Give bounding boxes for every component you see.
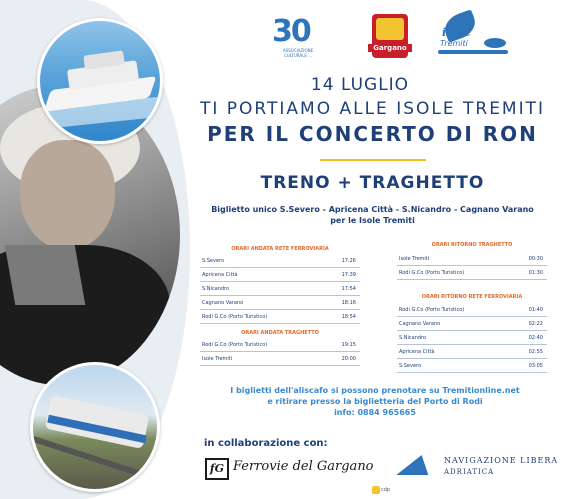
- table-row: [200, 352, 360, 366]
- station-name: Cagnano Varano: [399, 321, 441, 327]
- navigazione-libera-adriatica-logo: [400, 453, 570, 483]
- booking-info-line1: I biglietti dell'aliscafo si possono prenotare su Tremitionline.net: [230, 386, 520, 395]
- table-row: [397, 359, 547, 373]
- table-row: [200, 310, 360, 324]
- departure-time: 17:54: [341, 286, 356, 292]
- ticket-description-line2: per le Isole Tremiti: [330, 216, 415, 225]
- nla-logo-line2: ADRIATICA: [444, 468, 495, 476]
- outbound-ferry-title: ORARI ANDATA TRAGHETTO: [241, 330, 319, 336]
- gargano-logo-text: Gargano: [368, 44, 412, 52]
- isole-tremiti-logo: [430, 12, 510, 62]
- station-name: Isole Tremiti: [399, 256, 430, 262]
- table-row: [397, 317, 547, 331]
- table-row: [200, 338, 360, 352]
- tremiti-logo-line2: Tremiti: [440, 39, 468, 48]
- return-rail-title: ORARI RITORNO RETE FERROVIARIA: [421, 294, 523, 300]
- headline-line2: PER IL CONCERTO DI RON: [207, 122, 538, 146]
- ticket-description-line1: Biglietto unico S.Severo - Apricena Città - S.Nicandro - Cagnano Varano: [211, 205, 534, 214]
- departure-time: 03:05: [528, 363, 543, 369]
- departure-time: 01:30: [528, 270, 543, 276]
- singer-face: [20, 140, 115, 250]
- sail-icon: [396, 455, 435, 475]
- ticket-description: [180, 204, 565, 226]
- gargano-logo: [372, 14, 408, 58]
- station-name: Isole Tremiti: [202, 356, 233, 362]
- collaboration-label: in collaborazione con:: [204, 438, 328, 449]
- wave-icon: [438, 50, 508, 54]
- departure-time: 18:16: [341, 300, 356, 306]
- gargano-crest: [376, 18, 404, 40]
- departure-time: 19:15: [341, 342, 356, 348]
- departure-time: 02:55: [528, 349, 543, 355]
- station-name: Rodi G.Co (Porto Turistico): [202, 314, 268, 320]
- return-ferry-title: ORARI RITORNO TRAGHETTO: [431, 242, 513, 248]
- outbound-rail-title: ORARI ANDATA RETE FERROVIARIA: [231, 246, 329, 252]
- departure-time: 20:00: [341, 356, 356, 362]
- table-row: [397, 252, 547, 266]
- station-name: Apricena Città: [202, 272, 238, 278]
- departure-time: 17:39: [341, 272, 356, 278]
- table-row: [397, 331, 547, 345]
- station-name: S.Nicandro: [399, 335, 427, 341]
- departure-time: 17:26: [341, 258, 356, 264]
- outbound-rail-table: [200, 254, 360, 324]
- ferrovie-del-gargano-logo: [205, 457, 385, 479]
- nla-logo-line1: NAVIGAZIONE LIBERA: [444, 456, 559, 465]
- station-name: S.Severo: [202, 258, 225, 264]
- divider: [320, 159, 426, 161]
- return-rail-table: [397, 303, 547, 373]
- outbound-ferry-table: [200, 338, 360, 366]
- singer-shirt: [5, 245, 86, 305]
- station-name: Cagnano Varano: [202, 300, 244, 306]
- station-name: S.Nicandro: [202, 286, 230, 292]
- table-row: [200, 268, 360, 282]
- tremiti-logo-line1: isole: [442, 26, 471, 39]
- ferry-photo: [37, 18, 163, 144]
- station-name: Rodi G.Co (Porto Turistico): [202, 342, 268, 348]
- cdp-logo-icon: [372, 486, 380, 494]
- anniversary-logo: [272, 14, 322, 60]
- booking-info-line2: e ritirare presso la biglietteria del Porto di Rodi: [267, 397, 483, 406]
- anniversary-caption: ASSOCIAZIONE CULTURALE ...: [282, 48, 314, 58]
- dolphin-icon: [484, 38, 506, 48]
- station-name: Rodi G.Co (Porto Turistico): [399, 270, 465, 276]
- departure-time: 02:40: [528, 335, 543, 341]
- departure-time: 01:40: [528, 307, 543, 313]
- event-date: 14 LUGLIO: [310, 75, 410, 95]
- offer-title: TRENO + TRAGHETTO: [260, 173, 485, 193]
- table-row: [397, 345, 547, 359]
- station-name: Apricena Città: [399, 349, 435, 355]
- departure-time: 02:22: [528, 321, 543, 327]
- station-name: Rodi G.Co (Porto Turistico): [399, 307, 465, 313]
- departure-time: 18:54: [341, 314, 356, 320]
- fdg-logo-mark: fG: [205, 458, 229, 480]
- departure-time: 00:30: [528, 256, 543, 262]
- anniversary-number: 30: [272, 14, 310, 49]
- train-photo: [30, 362, 160, 492]
- booking-info: [180, 385, 570, 418]
- station-name: S.Severo: [399, 363, 422, 369]
- table-row: [397, 303, 547, 317]
- headline-line1: TI PORTIAMO ALLE ISOLE TREMITI: [199, 99, 546, 119]
- table-row: [200, 282, 360, 296]
- cdp-logo-text: cdp: [381, 487, 391, 493]
- table-row: [200, 296, 360, 310]
- return-ferry-table: [397, 252, 547, 280]
- contact-phone: info: 0884 965665: [334, 408, 416, 417]
- table-row: [397, 266, 547, 280]
- table-row: [200, 254, 360, 268]
- fdg-logo-name: Ferrovie del Gargano: [233, 459, 374, 474]
